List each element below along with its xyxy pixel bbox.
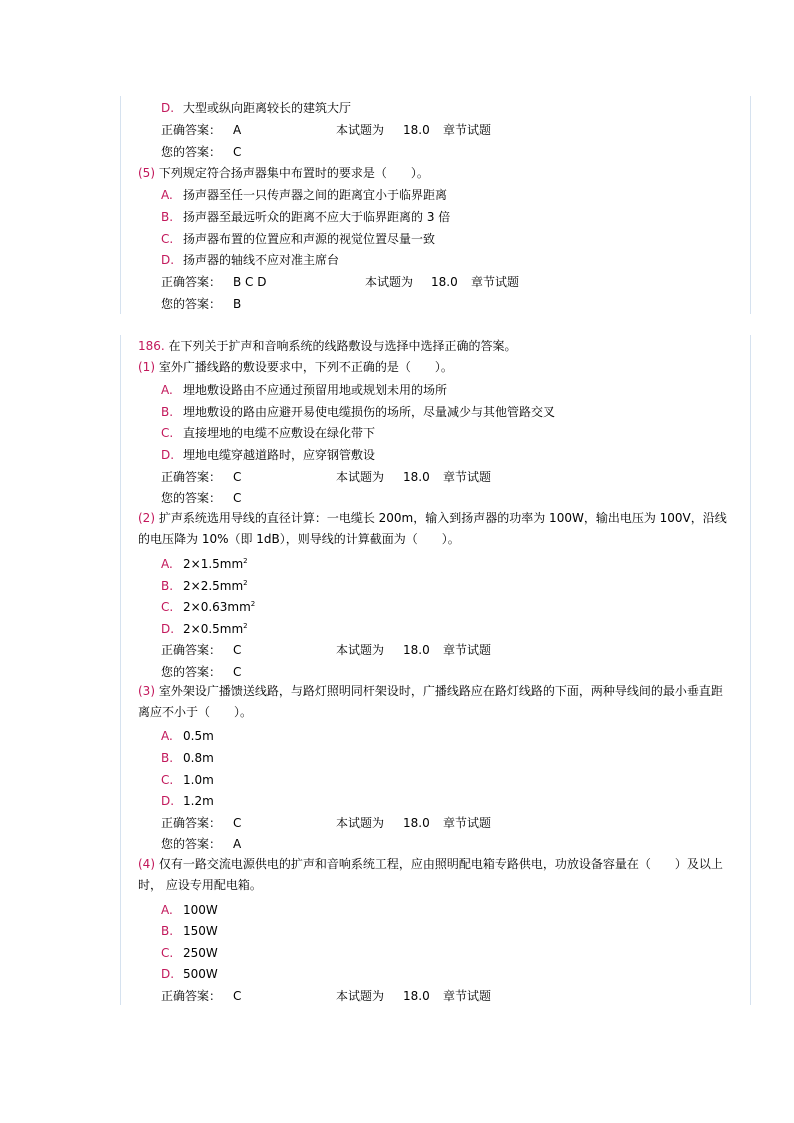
text: 扬声器至最远听众的距离不应大于临界距离的 3 倍 (183, 210, 451, 224)
question-1 (138, 359, 453, 375)
text: 1.0m (183, 773, 214, 787)
question-5 (138, 165, 429, 181)
text: 章节试题 (443, 989, 492, 1003)
text: C (233, 989, 242, 1003)
option-c (161, 231, 435, 247)
option-c (161, 772, 214, 788)
option-d (161, 621, 248, 637)
text: 您的答案： (161, 297, 222, 311)
text: B (233, 297, 242, 311)
text: C (233, 665, 242, 679)
text: 您的答案： (161, 145, 222, 159)
text: 章节试题 (443, 643, 492, 657)
option-a (161, 728, 214, 744)
text: 本试题为 (336, 123, 385, 137)
option-d (161, 252, 339, 268)
correct-answer-row (161, 469, 721, 485)
option-b (161, 750, 214, 766)
text: 2×0.5mm (183, 622, 244, 636)
text: 您的答案： (161, 837, 222, 851)
text: 扩声系统选用导线的直径计算：一电缆长 200m，输入到扬声器的功率为 100W，输出电压为 100V，沿线的电压降为 10%（即 1dB），则导线的计算截面为（ ）。 (138, 511, 727, 546)
your-answer-row (161, 836, 721, 852)
text: 您的答案： (161, 491, 222, 505)
option-letter: A. (161, 188, 173, 202)
text: 章节试题 (471, 275, 520, 289)
option-letter: D. (161, 622, 175, 636)
text: 18.0 (403, 989, 430, 1003)
text: 本试题为 (336, 470, 385, 484)
text: (3) (138, 684, 155, 698)
option-letter: B. (161, 924, 174, 938)
text: 18.0 (403, 470, 430, 484)
question-3 (138, 681, 730, 723)
option-a (161, 902, 218, 918)
option-c (161, 425, 375, 441)
text: (4) (138, 857, 155, 871)
text: C (233, 816, 242, 830)
text: 正确答案： (161, 275, 222, 289)
text: B C D (233, 275, 267, 289)
text: 埋地电缆穿越道路时，应穿钢管敷设 (183, 448, 376, 462)
option-letter: B. (161, 405, 174, 419)
text: 2×0.63mm (183, 600, 251, 614)
text: A (233, 837, 242, 851)
option-letter: D. (161, 101, 175, 115)
option-letter: C. (161, 232, 174, 246)
your-answer-row (161, 664, 721, 680)
option-b (161, 404, 555, 420)
text: 186. (138, 339, 165, 353)
text: C (233, 491, 242, 505)
option-letter: A. (161, 903, 173, 917)
text: 扬声器至任一只传声器之间的距离宜小于临界距离 (183, 188, 448, 202)
text: 室外架设广播馈送线路，与路灯照明同杆架设时，广播线路应在路灯线路的下面，两种导线间的最小垂直距离应不小于（ ）。 (138, 684, 723, 719)
text: 正确答案： (161, 123, 222, 137)
text: 下列规定符合扬声器集中布置时的要求是（ ）。 (158, 166, 429, 180)
option-letter: D. (161, 253, 175, 267)
text: 本试题为 (336, 643, 385, 657)
text: 埋地敷设路由不应通过预留用地或规划未用的场所 (183, 383, 448, 397)
option-letter: A. (161, 383, 173, 397)
correct-answer-row (161, 122, 721, 138)
option-a (161, 382, 447, 398)
question-2 (138, 508, 730, 550)
text: 18.0 (403, 123, 430, 137)
correct-answer-row (161, 815, 721, 831)
text: 埋地敷设的路由应避开易使电缆损伤的场所，尽量减少与其他管路交叉 (183, 405, 556, 419)
text: 正确答案： (161, 470, 222, 484)
option-d (161, 966, 218, 982)
text: 扬声器的轴线不应对准主席台 (183, 253, 340, 267)
text: 在下列关于扩声和音响系统的线路敷设与选择中选择正确的答案。 (168, 339, 517, 353)
text: 直接埋地的电缆不应敷设在绿化带下 (183, 426, 376, 440)
option-d (161, 100, 351, 116)
option-letter: C. (161, 946, 174, 960)
text: 正确答案： (161, 643, 222, 657)
correct-answer-row (161, 988, 721, 1004)
text: 1.2m (183, 794, 214, 808)
text: (2) (138, 511, 155, 525)
text: 室外广播线路的敷设要求中，下列不正确的是（ ）。 (158, 360, 453, 374)
text: 18.0 (403, 816, 430, 830)
text: A (233, 123, 242, 137)
text: 250W (183, 946, 218, 960)
text: 0.5m (183, 729, 214, 743)
text: C (233, 643, 242, 657)
option-b (161, 923, 218, 939)
text: C (233, 470, 242, 484)
option-letter: A. (161, 557, 173, 571)
text: 正确答案： (161, 816, 222, 830)
text: 2 (243, 557, 248, 565)
text: 章节试题 (443, 470, 492, 484)
option-letter: D. (161, 448, 175, 462)
option-b (161, 578, 248, 594)
text: 18.0 (403, 643, 430, 657)
text: 本试题为 (365, 275, 414, 289)
question-title (138, 338, 517, 354)
option-d (161, 793, 214, 809)
text: 仅有一路交流电源供电的扩声和音响系统工程，应由照明配电箱专路供电，功放设备容量在（ ）及以上时， 应设专用配电箱。 (138, 857, 723, 892)
option-a (161, 187, 447, 203)
option-letter: B. (161, 579, 174, 593)
option-b (161, 209, 450, 225)
text: 0.8m (183, 751, 214, 765)
text: (1) (138, 360, 155, 374)
option-letter: C. (161, 773, 174, 787)
correct-answer-row (161, 642, 721, 658)
option-c (161, 945, 218, 961)
text: 2×1.5mm (183, 557, 244, 571)
your-answer-row (161, 490, 721, 506)
option-letter: B. (161, 210, 174, 224)
option-d (161, 447, 375, 463)
text: 150W (183, 924, 218, 938)
option-a (161, 556, 248, 572)
option-letter: D. (161, 967, 175, 981)
your-answer-row (161, 296, 721, 312)
text: 2 (243, 622, 248, 630)
text: 大型或纵向距离较长的建筑大厅 (183, 101, 352, 115)
text: 本试题为 (336, 989, 385, 1003)
text: 章节试题 (443, 123, 492, 137)
text: 500W (183, 967, 218, 981)
text: 章节试题 (443, 816, 492, 830)
text: 扬声器布置的位置应和声源的视觉位置尽量一致 (183, 232, 436, 246)
question-block-1 (120, 96, 751, 314)
text: 2 (243, 579, 248, 587)
question-block-186 (120, 335, 751, 1005)
text: 18.0 (431, 275, 458, 289)
question-4 (138, 854, 730, 896)
option-letter: C. (161, 600, 174, 614)
correct-answer-row (161, 274, 721, 290)
text: C (233, 145, 242, 159)
option-letter: C. (161, 426, 174, 440)
text: 2 (250, 600, 256, 608)
your-answer-row (161, 144, 721, 160)
text: (5) (138, 166, 155, 180)
text: 您的答案： (161, 665, 222, 679)
text: 正确答案： (161, 989, 222, 1003)
text: 本试题为 (336, 816, 385, 830)
option-letter: B. (161, 751, 174, 765)
option-letter: D. (161, 794, 175, 808)
option-letter: A. (161, 729, 173, 743)
text: 2×2.5mm (183, 579, 244, 593)
option-c (161, 599, 255, 615)
text: 100W (183, 903, 218, 917)
